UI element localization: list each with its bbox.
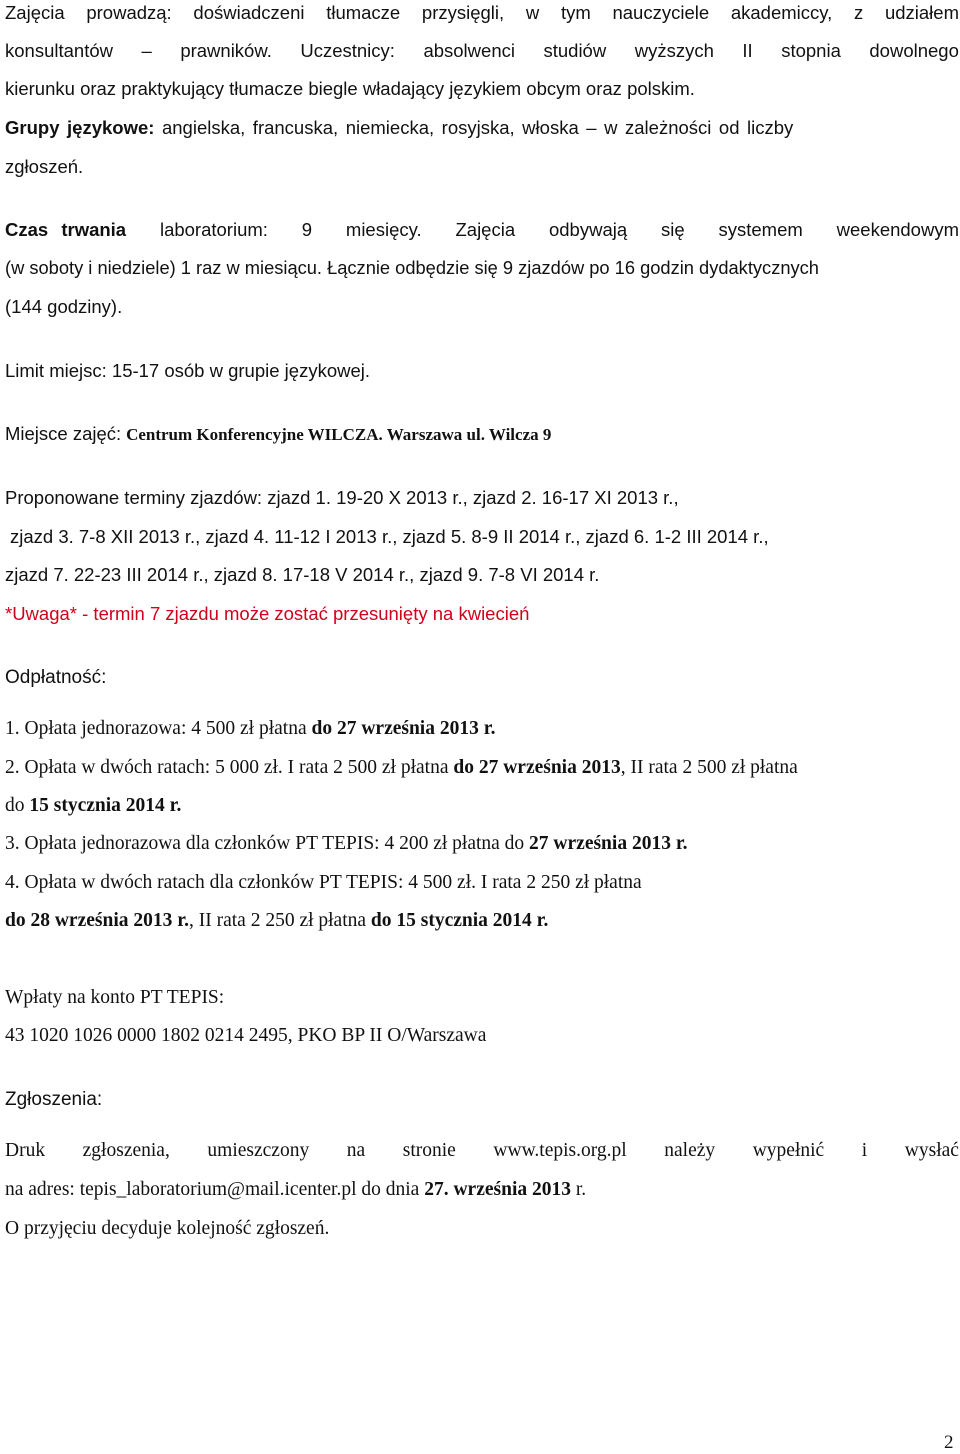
word: Uczestnicy:: [300, 40, 395, 61]
word: wyższych: [634, 40, 714, 61]
fee-text: 3. Opłata jednorazowa dla członków PT TEPIS: 4 200 zł płatna do: [5, 833, 530, 854]
website-link[interactable]: www.tepis.org.pl: [493, 1140, 627, 1161]
fee-deadline: do 27 września 2013 r.: [311, 718, 496, 739]
word: wypełnić: [752, 1140, 825, 1161]
page-number: 2: [944, 1432, 954, 1453]
word: na: [346, 1140, 366, 1161]
registration-line-1: [5, 1140, 959, 1162]
word: Druk: [5, 1140, 46, 1161]
word: tłumacze: [326, 2, 401, 23]
word: akademiccy,: [730, 2, 833, 23]
fee-item-4: 4. Opłata w dwóch ratach dla członków PT TEPIS: 4 500 zł. I rata 2 250 zł płatna: [5, 872, 642, 893]
word: Zajęcia: [455, 219, 516, 240]
word: udziałem: [884, 2, 959, 23]
word: laboratorium:: [159, 219, 268, 240]
word: w: [525, 2, 540, 23]
location-label: Miejsce zajęć:: [5, 423, 122, 444]
word: należy: [664, 1140, 716, 1161]
word: absolwenci: [423, 40, 515, 61]
word: tym: [560, 2, 591, 23]
fee-text: 1. Opłata jednorazowa: 4 500 zł płatna: [5, 718, 312, 739]
word: studiów: [543, 40, 607, 61]
fee-deadline: do 15 stycznia 2014 r.: [370, 910, 549, 931]
schedule-line-3: zjazd 7. 22-23 III 2014 r., zjazd 8. 17-18 V 2014 r., zjazd 9. 7-8 VI 2014 r.: [5, 564, 600, 585]
duration-line-2: (w soboty i niedziele) 1 raz w miesiącu. Łącznie odbędzie się 9 zjazdów po 16 godzin dydaktycznych: [5, 257, 819, 278]
word: z: [854, 2, 864, 23]
word: się: [660, 219, 685, 240]
word: doświadczeni: [193, 2, 305, 23]
registration-deadline: 27. września 2013: [424, 1179, 571, 1200]
fee-deadline: do 27 września 2013: [453, 757, 621, 778]
registration-end: r.: [571, 1179, 587, 1200]
location-line: [5, 423, 551, 446]
fees-heading: Odpłatność:: [5, 667, 107, 688]
word: stronie: [402, 1140, 456, 1161]
schedule-line-2: zjazd 3. 7-8 XII 2013 r., zjazd 4. 11-12 I 2013 r., zjazd 5. 8-9 II 2014 r., zjazd 6. 1-2 III 2014 r.,: [10, 526, 769, 547]
fee-deadline: do 28 września 2013 r.: [5, 910, 189, 931]
fee-text: , II rata 2 250 zł płatna: [188, 910, 371, 931]
language-groups-line: [5, 117, 793, 139]
word: odbywają: [548, 219, 628, 240]
fee-deadline: 15 stycznia 2014 r.: [29, 795, 182, 816]
schedule-note: *Uwaga* - termin 7 zjazdu może zostać przesunięty na kwiecień: [5, 603, 530, 624]
bank-account: 43 1020 1026 0000 1802 0214 2495, PKO BP II O/Warszawa: [5, 1025, 487, 1046]
word: zgłoszenia,: [82, 1140, 170, 1161]
word: miesięcy.: [345, 219, 422, 240]
fee-item-1: [5, 718, 495, 740]
registration-line-3: O przyjęciu decyduje kolejność zgłoszeń.: [5, 1218, 330, 1239]
fee-text: 2. Opłata w dwóch ratach: 5 000 zł. I rata 2 500 zł płatna: [5, 757, 454, 778]
word: umieszczony: [207, 1140, 310, 1161]
duration-line-1: [5, 219, 959, 241]
word: stopnia: [781, 40, 841, 61]
intro-line-3: kierunku oraz praktykujący tłumacze biegle władający językiem obcym oraz polskim.: [5, 78, 695, 99]
word: i: [861, 1140, 868, 1161]
language-groups-text: angielska, francuska, niemiecka, rosyjska, włoska – w zależności od liczby: [154, 117, 794, 138]
schedule-line-1: Proponowane terminy zjazdów: zjazd 1. 19-20 X 2013 r., zjazd 2. 16-17 XI 2013 r.,: [5, 487, 679, 508]
language-groups-line-2: zgłoszeń.: [5, 156, 84, 177]
word: 9: [301, 219, 313, 240]
word: dowolnego: [869, 40, 959, 61]
location-value: Centrum Konferencyjne WILCZA. Warszawa ul. Wilcza 9: [126, 425, 552, 444]
payment-label: Wpłaty na konto PT TEPIS:: [5, 987, 225, 1008]
registration-address: na adres: tepis_laboratorium@mail.icenter.pl do dnia: [5, 1179, 425, 1200]
language-groups-label: Grupy językowe:: [5, 117, 155, 138]
word: II: [742, 40, 753, 61]
fee-text: do: [5, 795, 30, 816]
word: przysięgli,: [421, 2, 505, 23]
fee-deadline: 27 września 2013 r.: [529, 833, 688, 854]
registration-line-2: [5, 1179, 586, 1201]
fee-item-2: [5, 757, 798, 779]
word: prowadzą:: [86, 2, 172, 23]
word: nauczyciele: [612, 2, 710, 23]
duration-line-3: (144 godziny).: [5, 296, 123, 317]
fee-item-3: [5, 833, 688, 855]
fee-text: , II rata 2 500 zł płatna: [620, 757, 798, 778]
word: –: [141, 40, 152, 61]
word: konsultantów: [5, 40, 113, 61]
word: prawników.: [180, 40, 272, 61]
fee-item-2-line-2: [5, 795, 181, 817]
word: wysłać: [904, 1140, 959, 1161]
participant-limit: Limit miejsc: 15-17 osób w grupie językowej.: [5, 360, 371, 381]
intro-line-1: [5, 2, 959, 24]
intro-line-2: [5, 40, 959, 62]
word: Zajęcia: [5, 2, 65, 23]
word: weekendowym: [836, 219, 959, 240]
registration-heading: Zgłoszenia:: [5, 1089, 103, 1110]
word: systemem: [718, 219, 803, 240]
duration-label: Czas trwania: [5, 219, 127, 240]
fee-item-4-line-2: [5, 910, 548, 932]
